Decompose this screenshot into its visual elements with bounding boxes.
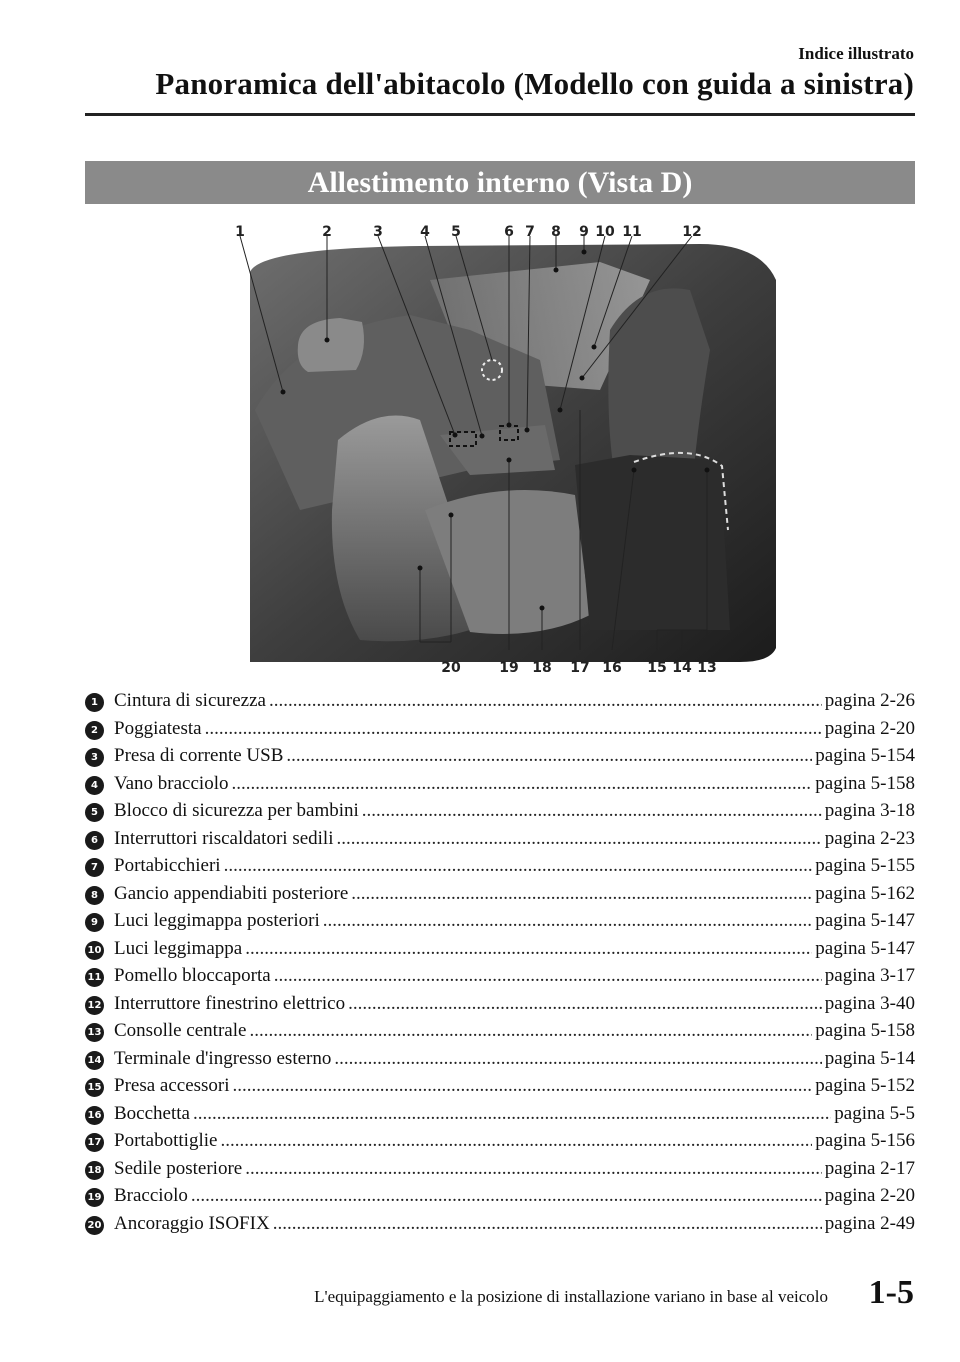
item-label: Terminale d'ingresso esterno (114, 1047, 332, 1069)
callout-7: 7 (525, 224, 535, 240)
item-page-ref: pagina 5-152 (815, 1075, 915, 1096)
item-label: Luci leggimappa (114, 937, 243, 959)
item-page-ref: pagina 5-156 (815, 1130, 915, 1151)
list-item (85, 962, 915, 990)
dot-leader (245, 935, 812, 963)
list-item (85, 880, 915, 908)
callout-2: 2 (322, 224, 332, 240)
dot-leader (362, 797, 822, 825)
item-label: Presa di corrente USB (114, 745, 284, 766)
list-item (85, 990, 915, 1018)
item-number-badge: 12 (85, 996, 104, 1015)
callout-18: 18 (532, 660, 552, 676)
item-page-ref: pagina 2-20 (824, 717, 915, 739)
list-item (85, 852, 915, 880)
dot-leader (191, 1182, 822, 1210)
callout-19: 19 (499, 660, 519, 676)
dot-leader (249, 1017, 812, 1045)
item-page-ref: pagina 5-158 (815, 772, 915, 794)
callout-6: 6 (504, 224, 514, 240)
dot-leader (233, 1072, 813, 1100)
item-label: Portabicchieri (114, 855, 221, 876)
item-label: Vano bracciolo (114, 772, 229, 794)
item-number-badge: 3 (85, 748, 104, 767)
callout-1: 1 (235, 224, 245, 240)
item-label: Sedile posteriore (114, 1157, 243, 1179)
dot-leader (348, 990, 822, 1018)
item-page-ref: pagina 5-5 (834, 1102, 915, 1124)
callout-14: 14 (672, 660, 692, 676)
dot-leader (205, 715, 822, 743)
item-number-badge: 1 (85, 693, 104, 712)
item-label: Presa accessori (114, 1075, 230, 1096)
page-number: 1-5 (868, 1274, 914, 1311)
list-item (85, 715, 915, 743)
interior-photo (0, 210, 960, 690)
item-page-ref: pagina 5-154 (815, 745, 915, 766)
callout-12: 12 (682, 224, 702, 240)
dot-leader (336, 825, 821, 853)
list-item (85, 687, 915, 715)
header-subtitle: Indice illustrato (798, 44, 914, 63)
item-page-ref: pagina 2-49 (824, 1212, 915, 1234)
item-number-badge: 7 (85, 858, 104, 877)
item-page-ref: pagina 5-158 (815, 1020, 915, 1041)
dot-leader (269, 687, 822, 715)
item-label: Interruttore finestrino elettrico (114, 992, 346, 1014)
dot-leader (323, 907, 812, 935)
item-number-badge: 11 (85, 968, 104, 987)
list-item (85, 1045, 915, 1073)
item-number-badge: 18 (85, 1161, 104, 1180)
footer-note: L'equipaggiamento e la posizione di installazione variano in base al veicolo (314, 1287, 828, 1306)
interior-photo-figure (0, 210, 960, 690)
callout-16: 16 (602, 660, 622, 676)
item-page-ref: pagina 3-17 (824, 965, 915, 986)
page-title: Panoramica dell'abitacolo (Modello con guida a sinistra) (155, 66, 914, 101)
list-item (85, 1127, 915, 1155)
item-number-badge: 4 (85, 776, 104, 795)
list-item (85, 742, 915, 770)
list-item (85, 1100, 915, 1128)
item-number-badge: 2 (85, 721, 104, 740)
list-item (85, 1210, 915, 1238)
item-number-badge: 17 (85, 1133, 104, 1152)
list-item (85, 797, 915, 825)
list-item (85, 1182, 915, 1210)
callout-3: 3 (373, 224, 383, 240)
callout-4: 4 (420, 224, 430, 240)
item-label: Consolle centrale (114, 1020, 247, 1041)
callout-10: 10 (595, 224, 615, 240)
item-label: Cintura di sicurezza (114, 690, 266, 711)
dot-leader (231, 770, 812, 798)
item-page-ref: pagina 2-20 (824, 1185, 915, 1206)
dot-leader (351, 880, 812, 908)
item-number-badge: 8 (85, 886, 104, 905)
dot-leader (273, 1210, 822, 1238)
item-number-badge: 6 (85, 831, 104, 850)
item-page-ref: pagina 3-18 (824, 800, 915, 821)
callout-17: 17 (570, 660, 590, 676)
item-label: Ancoraggio ISOFIX (114, 1212, 270, 1234)
item-page-ref: pagina 5-155 (815, 855, 915, 876)
top-callouts (235, 224, 702, 240)
item-label: Gancio appendiabiti posteriore (114, 882, 349, 904)
item-label: Pomello bloccaporta (114, 965, 271, 986)
callout-11: 11 (622, 224, 642, 240)
section-title-band (85, 161, 915, 204)
item-page-ref: pagina 5-147 (815, 910, 915, 931)
item-label: Interruttori riscaldatori sedili (114, 827, 334, 849)
list-item (85, 907, 915, 935)
item-page-ref: pagina 5-14 (824, 1047, 915, 1069)
list-item (85, 770, 915, 798)
item-number-badge: 10 (85, 941, 104, 960)
callout-20: 20 (441, 660, 461, 676)
callout-9: 9 (579, 224, 589, 240)
item-page-ref: pagina 3-40 (824, 992, 915, 1014)
item-page-ref: pagina 5-162 (815, 882, 915, 904)
item-number-badge: 14 (85, 1051, 104, 1070)
item-label: Blocco di sicurezza per bambini (114, 800, 359, 821)
item-page-ref: pagina 5-147 (815, 937, 915, 959)
list-item (85, 935, 915, 963)
dot-leader (286, 742, 812, 770)
item-label: Portabottiglie (114, 1130, 218, 1151)
dot-leader (245, 1155, 822, 1183)
item-page-ref: pagina 2-26 (824, 690, 915, 711)
callout-15: 15 (647, 660, 667, 676)
dot-leader (334, 1045, 821, 1073)
list-item (85, 1072, 915, 1100)
list-item (85, 1155, 915, 1183)
item-number-badge: 20 (85, 1216, 104, 1235)
list-item (85, 825, 915, 853)
dot-leader (220, 1127, 812, 1155)
item-number-badge: 5 (85, 803, 104, 822)
item-number-badge: 13 (85, 1023, 104, 1042)
list-item (85, 1017, 915, 1045)
dot-leader (224, 852, 813, 880)
component-index-list (85, 687, 915, 1237)
item-number-badge: 16 (85, 1106, 104, 1125)
header-divider (85, 113, 915, 116)
item-number-badge: 19 (85, 1188, 104, 1207)
item-label: Bocchetta (114, 1102, 190, 1124)
item-number-badge: 15 (85, 1078, 104, 1097)
bottom-callouts (441, 660, 716, 676)
item-label: Luci leggimappa posteriori (114, 910, 320, 931)
dot-leader (274, 962, 822, 990)
item-page-ref: pagina 2-23 (824, 827, 915, 849)
callout-13: 13 (697, 660, 717, 676)
callout-5: 5 (451, 224, 461, 240)
section-title: Allestimento interno (Vista D) (307, 165, 693, 199)
item-label: Bracciolo (114, 1185, 188, 1206)
item-number-badge: 9 (85, 913, 104, 932)
dot-leader (193, 1100, 831, 1128)
item-page-ref: pagina 2-17 (824, 1157, 915, 1179)
item-label: Poggiatesta (114, 717, 202, 739)
callout-8: 8 (551, 224, 561, 240)
